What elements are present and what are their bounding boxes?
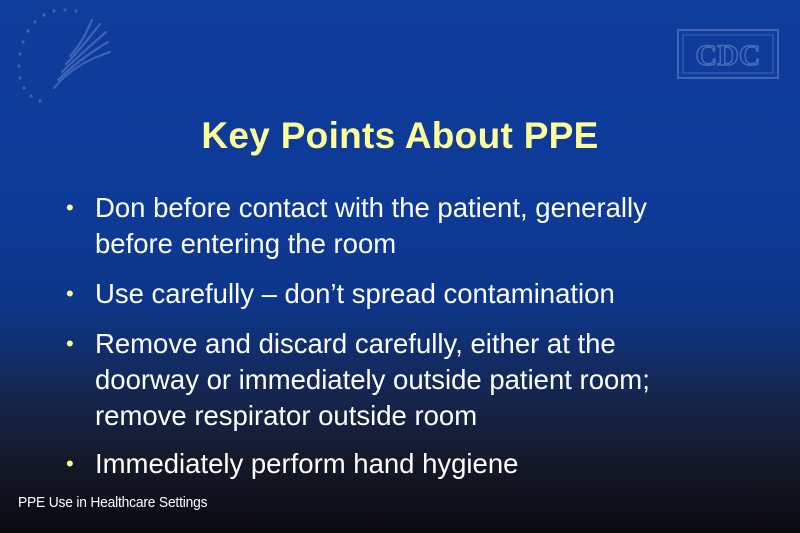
slide-footer: PPE Use in Healthcare Settings: [18, 494, 208, 511]
bullet-line: Remove and discard carefully, either at the: [95, 328, 616, 359]
bullet-line: Don before contact with the patient, generally: [95, 192, 647, 223]
bullet-item: [66, 190, 756, 262]
bullet-item: [66, 276, 756, 312]
bullet-line: Use carefully – don’t spread contamination: [95, 278, 615, 309]
hhs-eagle-seal-icon: [14, 8, 124, 104]
bullet-icon: •: [66, 331, 74, 356]
bullet-icon: •: [66, 195, 74, 220]
bullet-line: before entering the room: [95, 228, 397, 259]
slide-title: Key Points About PPE: [201, 115, 599, 156]
cdc-logo-text: CDC: [695, 39, 761, 72]
bullet-list: [66, 190, 756, 496]
bullet-item: [66, 446, 756, 482]
bullet-line: Immediately perform hand hygiene: [95, 448, 519, 479]
bullet-line: remove respirator outside room: [95, 400, 478, 431]
bullet-line: doorway or immediately outside patient room;: [95, 364, 650, 395]
cdc-logo: [676, 28, 780, 80]
bullet-item: [66, 326, 756, 434]
bullet-icon: •: [66, 281, 74, 306]
bullet-icon: •: [66, 451, 74, 476]
